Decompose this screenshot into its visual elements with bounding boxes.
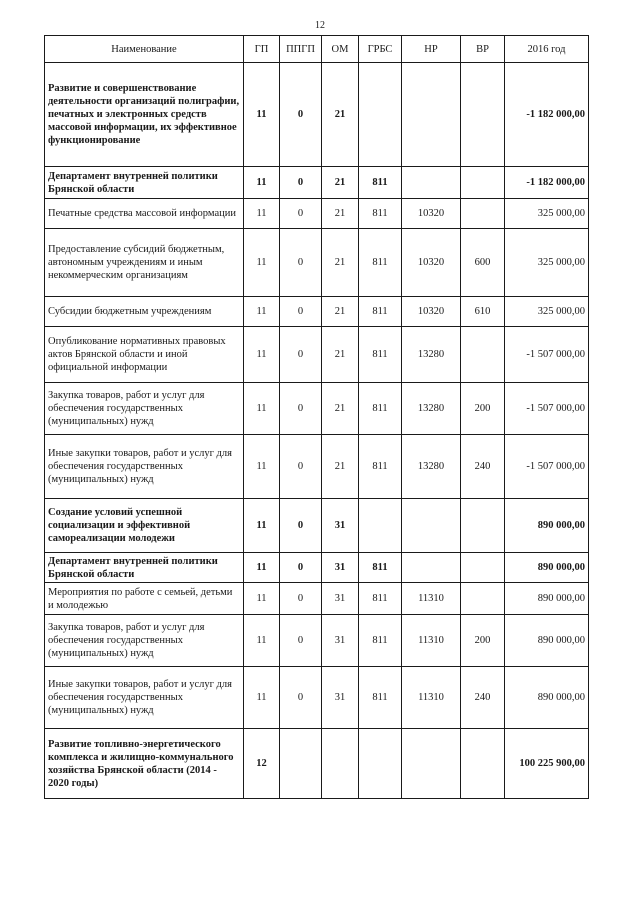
cell-grbs [359, 499, 402, 553]
table-row [45, 435, 589, 499]
cell-gp: 11 [244, 553, 280, 583]
cell-gp: 11 [244, 615, 280, 667]
cell-name: Закупка товаров, работ и услуг для обеспечения государственных (муниципальных) нужд [45, 383, 244, 435]
cell-vr [461, 729, 505, 799]
cell-grbs [359, 63, 402, 167]
cell-nr [402, 63, 461, 167]
cell-amount: 890 000,00 [505, 553, 589, 583]
cell-amount: 325 000,00 [505, 229, 589, 297]
cell-amount: -1 507 000,00 [505, 383, 589, 435]
cell-om: 21 [322, 383, 359, 435]
cell-amount: 100 225 900,00 [505, 729, 589, 799]
cell-amount: 890 000,00 [505, 583, 589, 615]
cell-gp: 11 [244, 499, 280, 553]
table-row [45, 229, 589, 297]
cell-gp: 11 [244, 63, 280, 167]
cell-vr: 600 [461, 229, 505, 297]
cell-om: 21 [322, 435, 359, 499]
cell-amount: -1 182 000,00 [505, 63, 589, 167]
cell-nr: 10320 [402, 199, 461, 229]
cell-grbs: 811 [359, 199, 402, 229]
cell-name: Мероприятия по работе с семьей, детьми и молодежью [45, 583, 244, 615]
cell-om: 31 [322, 667, 359, 729]
cell-name: Печатные средства массовой информации [45, 199, 244, 229]
table-header-row [45, 36, 589, 63]
cell-ppgp: 0 [280, 199, 322, 229]
table-row [45, 383, 589, 435]
cell-ppgp: 0 [280, 63, 322, 167]
cell-om: 31 [322, 615, 359, 667]
cell-vr: 610 [461, 297, 505, 327]
cell-amount: -1 507 000,00 [505, 327, 589, 383]
cell-vr [461, 63, 505, 167]
cell-grbs: 811 [359, 297, 402, 327]
cell-name: Департамент внутренней политики Брянской области [45, 553, 244, 583]
cell-ppgp: 0 [280, 435, 322, 499]
cell-vr [461, 327, 505, 383]
cell-grbs [359, 729, 402, 799]
cell-grbs: 811 [359, 615, 402, 667]
cell-nr [402, 729, 461, 799]
cell-gp: 11 [244, 229, 280, 297]
cell-om: 21 [322, 63, 359, 167]
table-body [45, 63, 589, 799]
table-row [45, 499, 589, 553]
cell-amount: 890 000,00 [505, 667, 589, 729]
cell-nr: 13280 [402, 435, 461, 499]
col-header-om: ОМ [322, 36, 359, 63]
cell-ppgp: 0 [280, 583, 322, 615]
col-header-ppgp: ППГП [280, 36, 322, 63]
cell-om: 21 [322, 229, 359, 297]
cell-ppgp: 0 [280, 499, 322, 553]
cell-om [322, 729, 359, 799]
cell-ppgp: 0 [280, 297, 322, 327]
cell-amount: 890 000,00 [505, 615, 589, 667]
cell-grbs: 811 [359, 667, 402, 729]
cell-vr: 240 [461, 667, 505, 729]
cell-vr: 240 [461, 435, 505, 499]
cell-grbs: 811 [359, 435, 402, 499]
cell-name: Предоставление субсидий бюджетным, автономным учреждениям и иным некоммерческим организациям [45, 229, 244, 297]
cell-om: 31 [322, 553, 359, 583]
cell-grbs: 811 [359, 383, 402, 435]
cell-name: Создание условий успешной социализации и эффективной самореализации молодежи [45, 499, 244, 553]
table-row [45, 63, 589, 167]
col-header-vr: ВР [461, 36, 505, 63]
table-row [45, 615, 589, 667]
cell-name: Иные закупки товаров, работ и услуг для обеспечения государственных (муниципальных) нужд [45, 667, 244, 729]
cell-gp: 11 [244, 297, 280, 327]
cell-ppgp: 0 [280, 167, 322, 199]
cell-ppgp [280, 729, 322, 799]
budget-table [44, 35, 589, 799]
cell-amount: -1 182 000,00 [505, 167, 589, 199]
col-header-amount: 2016 год [505, 36, 589, 63]
cell-name: Опубликование нормативных правовых актов Брянской области и иной официальной информации [45, 327, 244, 383]
col-header-gp: ГП [244, 36, 280, 63]
col-header-nr: НР [402, 36, 461, 63]
cell-gp: 11 [244, 199, 280, 229]
cell-nr: 10320 [402, 229, 461, 297]
cell-name: Развитие топливно-энергетического комплекса и жилищно-коммунального хозяйства Брянской области (2014 - 2020 годы) [45, 729, 244, 799]
cell-name: Закупка товаров, работ и услуг для обеспечения государственных (муниципальных) нужд [45, 615, 244, 667]
cell-nr: 11310 [402, 615, 461, 667]
cell-gp: 12 [244, 729, 280, 799]
table-row [45, 167, 589, 199]
col-header-grbs: ГРБС [359, 36, 402, 63]
cell-nr: 10320 [402, 297, 461, 327]
cell-nr: 13280 [402, 327, 461, 383]
cell-gp: 11 [244, 435, 280, 499]
cell-amount: -1 507 000,00 [505, 435, 589, 499]
table-row [45, 297, 589, 327]
cell-ppgp: 0 [280, 229, 322, 297]
table-row [45, 199, 589, 229]
cell-vr: 200 [461, 383, 505, 435]
cell-om: 21 [322, 327, 359, 383]
cell-gp: 11 [244, 327, 280, 383]
cell-vr [461, 167, 505, 199]
table-row [45, 553, 589, 583]
cell-nr: 11310 [402, 583, 461, 615]
cell-vr [461, 583, 505, 615]
cell-ppgp: 0 [280, 327, 322, 383]
cell-nr: 11310 [402, 667, 461, 729]
cell-vr [461, 553, 505, 583]
cell-grbs: 811 [359, 167, 402, 199]
table-row [45, 327, 589, 383]
cell-ppgp: 0 [280, 383, 322, 435]
cell-om: 21 [322, 167, 359, 199]
cell-grbs: 811 [359, 229, 402, 297]
cell-grbs: 811 [359, 327, 402, 383]
cell-grbs: 811 [359, 583, 402, 615]
cell-name: Иные закупки товаров, работ и услуг для обеспечения государственных (муниципальных) нужд [45, 435, 244, 499]
cell-gp: 11 [244, 583, 280, 615]
cell-gp: 11 [244, 667, 280, 729]
cell-om: 31 [322, 499, 359, 553]
cell-name: Развитие и совершенствование деятельности организаций полиграфии, печатных и электронных средств массовой информации, их эффективное функционирование [45, 63, 244, 167]
cell-ppgp: 0 [280, 615, 322, 667]
cell-nr [402, 167, 461, 199]
cell-name: Департамент внутренней политики Брянской области [45, 167, 244, 199]
table-row [45, 729, 589, 799]
cell-nr [402, 499, 461, 553]
cell-om: 21 [322, 199, 359, 229]
cell-vr [461, 499, 505, 553]
cell-gp: 11 [244, 167, 280, 199]
cell-ppgp: 0 [280, 667, 322, 729]
cell-nr [402, 553, 461, 583]
cell-om: 21 [322, 297, 359, 327]
cell-ppgp: 0 [280, 553, 322, 583]
cell-nr: 13280 [402, 383, 461, 435]
table-row [45, 583, 589, 615]
cell-om: 31 [322, 583, 359, 615]
cell-grbs: 811 [359, 553, 402, 583]
cell-gp: 11 [244, 383, 280, 435]
table-row [45, 667, 589, 729]
cell-amount: 325 000,00 [505, 297, 589, 327]
cell-name: Субсидии бюджетным учреждениям [45, 297, 244, 327]
cell-vr: 200 [461, 615, 505, 667]
cell-amount: 325 000,00 [505, 199, 589, 229]
cell-vr [461, 199, 505, 229]
col-header-name: Наименование [45, 36, 244, 63]
cell-amount: 890 000,00 [505, 499, 589, 553]
page-number: 12 [315, 20, 325, 31]
